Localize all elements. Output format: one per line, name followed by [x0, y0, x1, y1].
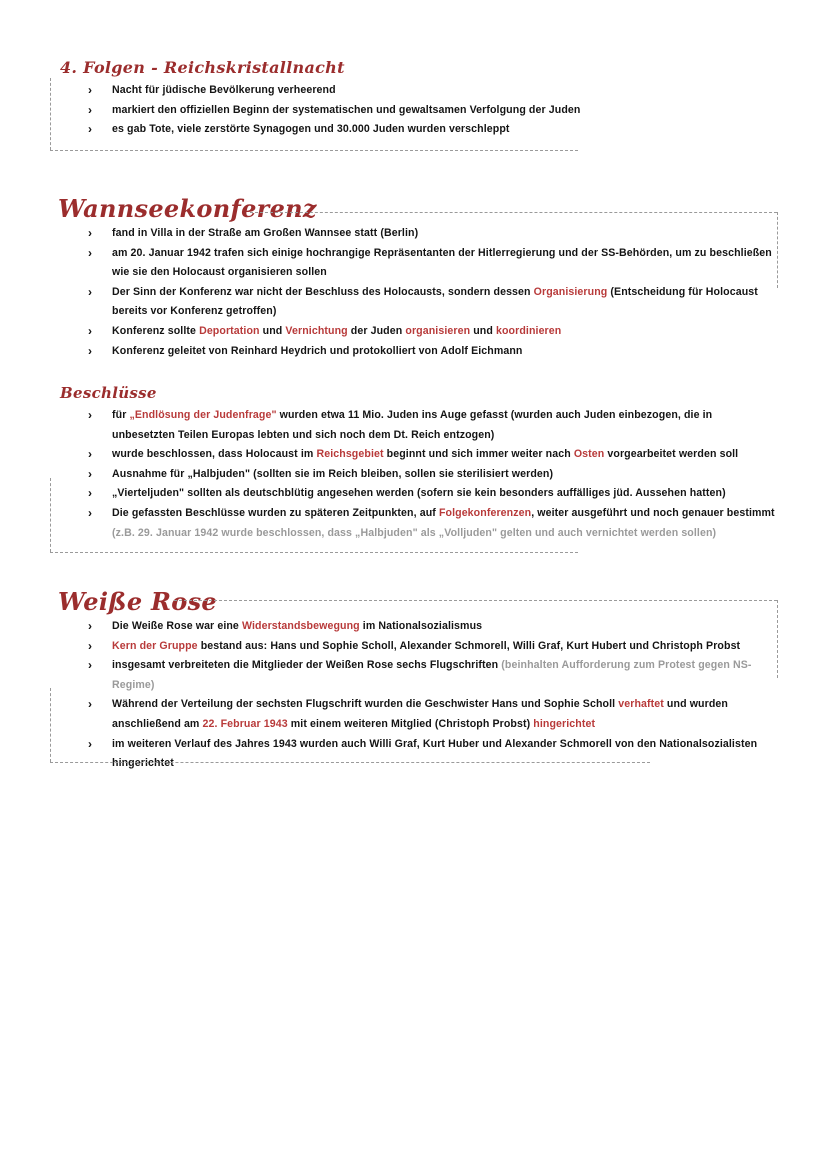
- list-item: › im weiteren Verlauf des Jahres 1943 wurden auch Willi Graf, Kurt Huber und Alexander Schmorell von den Nationalsozialisten hingerichtet: [86, 735, 776, 774]
- highlight-text: hingerichtet: [533, 717, 596, 730]
- highlight-text: Widerstandsbewegung: [241, 620, 360, 632]
- text: , weiter ausgeführt und noch genauer bestimmt: [531, 506, 775, 519]
- text: und: [259, 324, 286, 337]
- text: (Entscheidung für Holocaust bereits vor Konferenz getroffen): [112, 285, 758, 318]
- list-item: [86, 656, 776, 695]
- text: Konferenz sollte: [112, 324, 200, 337]
- frame-bottom-line: [50, 552, 578, 553]
- text: beginnt und sich immer weiter nach: [383, 448, 574, 461]
- highlight-text: „Endlösung der Judenfrage": [129, 409, 277, 421]
- frame-bottom-line: [50, 150, 578, 151]
- beschluesse-list: [86, 406, 776, 543]
- text: Die Weiße Rose war eine: [112, 620, 242, 632]
- weisse-rose-list: [86, 617, 776, 774]
- text: insgesamt verbreiteten die Mitglieder der Weißen Rose sechs Flugschriften: [112, 659, 502, 672]
- highlight-text: koordinieren: [495, 324, 562, 337]
- wannsee-list: [86, 224, 776, 361]
- highlight-text: organisieren: [405, 324, 471, 337]
- frame-left-line: [50, 688, 51, 762]
- list-item: › am 20. Januar 1942 trafen sich einige hochrangige Repräsentanten der Hitlerregierung und der SS-Behörden, um zu beschließen wie sie den Holocaust organisieren sollen: [86, 244, 776, 283]
- list-item: › fand in Villa in der Straße am Großen Wannsee statt (Berlin): [86, 224, 776, 244]
- text: Die gefassten Beschlüsse wurden zu späteren Zeitpunkten, auf: [112, 506, 439, 519]
- text: wurde beschlossen, dass Holocaust im: [112, 448, 317, 461]
- list-item: [86, 283, 776, 322]
- list-item: › Konferenz geleitet von Reinhard Heydrich und protokolliert von Adolf Eichmann: [86, 342, 776, 362]
- highlight-text: verhaftet: [618, 698, 664, 711]
- note-text: (z.B. 29. Januar 1942 wurde beschlossen, dass „Halbjuden" als „Volljuden" gelten und auch vernichtet werden sollen): [112, 526, 717, 539]
- frame-top-line: [174, 600, 777, 601]
- frame-bottom-line: [50, 762, 650, 763]
- highlight-text: Kern der Gruppe: [112, 639, 198, 652]
- highlight-text: Folgekonferenzen: [438, 506, 532, 519]
- highlight-text: Reichsgebiet: [316, 448, 384, 461]
- text: vorgearbeitet werden soll: [604, 448, 739, 461]
- text: für: [112, 409, 130, 421]
- note-text: (beinhalten Aufforderung zum Protest gegen NS-Regime): [112, 659, 752, 691]
- text: im Nationalsozialismus: [359, 620, 483, 632]
- list-item: [86, 695, 776, 734]
- list-item: › markiert den offiziellen Beginn der systematischen und gewaltsamen Verfolgung der Juden: [86, 101, 786, 121]
- text: wurden etwa 11 Mio. Juden ins Auge gefasst (wurden auch Juden einbezogen, die in unbesetzten Teilen Europas lebten und sich noch dem Dt. Reich entzogen): [112, 409, 713, 441]
- text: und wurden anschließend am: [112, 698, 728, 730]
- text: und: [470, 324, 496, 337]
- folgen-list: [86, 81, 786, 140]
- highlight-text: Deportation: [199, 324, 260, 337]
- list-item: [86, 637, 776, 657]
- list-item: › Ausnahme für „Halbjuden" (sollten sie im Reich bleiben, sollen sie sterilisiert werden): [86, 465, 776, 485]
- frame-right-line: [777, 600, 778, 678]
- list-item: › „Vierteljuden" sollten als deutschblütig angesehen werden (sofern sie kein besonders auffälliges jüd. Aussehen hatten): [86, 484, 776, 504]
- section-title-folgen: 4. Folgen - Reichskristallnacht: [60, 58, 345, 77]
- section-title-beschluesse: Beschlüsse: [60, 384, 157, 402]
- list-item: › Nacht für jüdische Bevölkerung verheerend: [86, 81, 786, 101]
- frame-top-line: [250, 212, 777, 213]
- list-item: [86, 322, 776, 342]
- list-item: [86, 504, 776, 543]
- list-item: [86, 406, 776, 445]
- frame-left-line: [50, 78, 51, 150]
- text: der Juden: [347, 324, 406, 337]
- highlight-text: Vernichtung: [285, 324, 348, 337]
- text: Während der Verteilung der sechsten Flugschrift wurden die Geschwister Hans und Sophie Scholl: [112, 698, 619, 711]
- section-title-wannseekonferenz: Wannseekonferenz: [58, 194, 317, 223]
- list-item: [86, 445, 776, 465]
- frame-left-line: [50, 478, 51, 552]
- list-item: › es gab Tote, viele zerstörte Synagogen und 30.000 Juden wurden verschleppt: [86, 120, 786, 140]
- highlight-text: 22. Februar 1943: [202, 717, 288, 730]
- text: Der Sinn der Konferenz war nicht der Beschluss des Holocausts, sondern dessen: [112, 285, 534, 298]
- list-item: [86, 617, 776, 637]
- text: mit einem weiteren Mitglied (Christoph Probst): [287, 717, 534, 730]
- frame-right-line: [777, 212, 778, 288]
- text: bestand aus: Hans und Sophie Scholl, Alexander Schmorell, Willi Graf, Kurt Hubert und Christoph Probst: [197, 639, 741, 652]
- highlight-text: Organisierung: [533, 285, 608, 298]
- highlight-text: Osten: [573, 448, 605, 461]
- section-title-weisse-rose: Weiße Rose: [58, 587, 217, 616]
